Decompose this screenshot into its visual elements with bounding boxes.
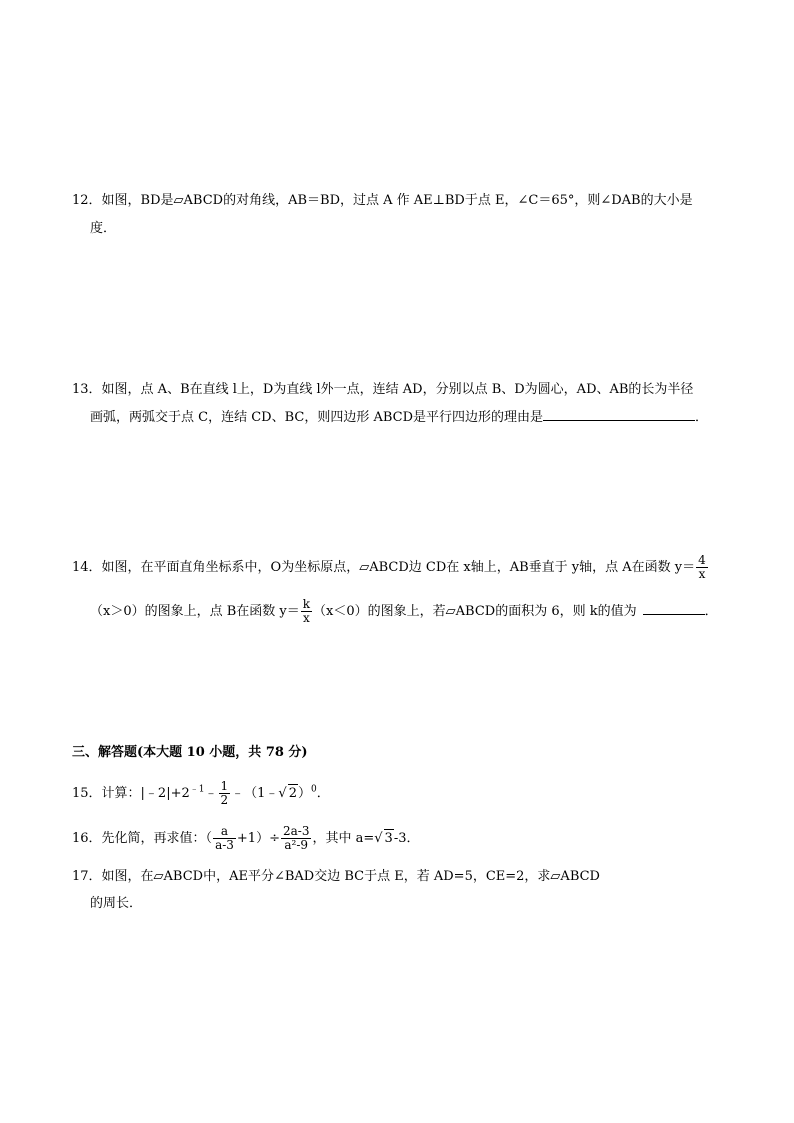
q14-label-o: O: [157, 705, 167, 719]
q14-label-c: C: [102, 705, 112, 719]
q16-post: ，其中 a=: [312, 831, 375, 846]
q15-post2: ）: [298, 786, 312, 801]
q16-f1-den: a-3: [215, 838, 234, 852]
q14-text-1: 如图，在平面直角坐标系中，O为坐标原点，▱ABCD边 CD在 x轴上，AB垂直于 y轴，点 A在函数 y＝: [101, 560, 696, 575]
q15-sqrt: 2: [288, 786, 297, 801]
q12-segment-ae: [100, 290, 168, 354]
q12-line2: 度．: [90, 221, 117, 236]
q14-y-arrow: [169, 636, 175, 645]
fig11-x-label: x: [158, 169, 165, 183]
q16-f2-num: 2a-3: [282, 824, 310, 838]
q14-number: 14．: [72, 560, 102, 575]
q12-parallelogram: [100, 260, 275, 354]
q12-label-b: B: [214, 359, 223, 373]
fig11-y-arrow: [104, 96, 110, 104]
fig11-axes: [92, 96, 168, 186]
q13-number: 13．: [72, 382, 102, 397]
q14-label-x: x: [308, 703, 315, 717]
q12-text-1: 如图，BD是▱ABCD的对角线，AB＝BD，过点 A 作 AE⊥BD于点 E，∠C＝65°，则∠DAB的大小是: [101, 193, 693, 208]
q14-frac2-den: x: [303, 611, 310, 625]
fig11-label-a: A: [93, 117, 102, 131]
q13-text-2: 画弧，两弧交于点 C，连结 CD、BC，则四边形 ABCD是平行四边形的理由是: [90, 410, 544, 425]
q14-frac2-num: k: [302, 597, 311, 611]
q13-line2: [90, 408, 708, 427]
q13-text-1: 如图，点 A、B在直线 l上，D为直线 l外一点，连结 AD，分别以点 B、D为圆心，AD、AB的长为半径: [101, 382, 694, 397]
q17-line2: 的周长．: [90, 896, 143, 911]
q17-text-1: 如图，在▱ABCD中，AE平分∠BAD交边 BC于点 E，若 AD=5，CE=2，求▱ABCD: [101, 869, 600, 884]
q16-f1-num: a: [213, 825, 236, 839]
q14-text-2b: （x＜0）的图象上，若▱ABCD的面积为 6，则 k的值为: [313, 604, 637, 619]
q14-text-2a: （x＞0）的图象上，点 B在函数 y＝: [90, 604, 300, 619]
q12-number: 12．: [72, 193, 102, 208]
q16-fraction-2: [281, 825, 311, 852]
q14-segment-ad: [278, 680, 281, 700]
q17-line1: [72, 868, 600, 886]
fig11-y-label: y: [95, 94, 102, 108]
q15-frac-num: 1: [220, 779, 229, 793]
q17-label-e: E: [187, 992, 196, 1006]
q14-frac1-num: 4: [698, 553, 706, 567]
q14-line2: [90, 598, 718, 625]
q14-label-b: B: [95, 668, 104, 682]
q16-pre: 先化简，再求值：（: [101, 831, 213, 846]
fig11-label-o: O: [108, 170, 118, 184]
q16-mid: +1）÷: [236, 831, 280, 846]
q15-pre: 计算：|﹣2|+2: [101, 786, 190, 801]
q13-label-b: B: [227, 522, 236, 536]
q16-f2-den: a²-9: [284, 838, 309, 852]
q13-label-c: C: [295, 444, 305, 458]
q17-segment-ae: [97, 934, 193, 989]
q14-answer-blank[interactable]: [643, 602, 705, 615]
q15-mid: ﹣: [204, 786, 218, 801]
q15-frac-den: 2: [220, 793, 229, 807]
q12-label-a: A: [90, 359, 99, 373]
q15-exp: ﹣1: [189, 784, 205, 795]
q13-label-a: A: [118, 522, 127, 536]
q12-line1: [72, 192, 693, 210]
q15-line: 15．计算：$|﹣2|+2^{﹣1}﹣$ $\frac{1}{2}$ ﹣（1﹣√ 2）$^0$．: [72, 779, 330, 807]
q12-right-angle-mark: [160, 297, 174, 304]
q13-label-d: D: [176, 437, 186, 451]
fig11-label-b: B: [151, 117, 160, 131]
q14-segment-ba: [104, 680, 298, 684]
q15-post1: ﹣（1﹣: [231, 786, 279, 801]
q16-number: 16．: [72, 831, 102, 846]
q15-number: 15．: [72, 786, 102, 801]
q16-line: 16．先化简，再求值：（ $\frac{a}{a-3}$ +1）÷ $\frac{2a-3}{\text{a²-9}}$ ，其中 a=√ 3-3．: [72, 824, 420, 852]
q14-fraction-2: [301, 598, 312, 625]
q12-diagonal-bd: [143, 260, 223, 354]
q13-segment-bc: [238, 452, 293, 517]
q17-parallelogram: [97, 934, 234, 989]
q17-label-b: B: [122, 992, 131, 1006]
q14-text-end: ．: [704, 604, 718, 619]
q13-answer-blank[interactable]: [543, 408, 695, 421]
q16-end: -3．: [393, 831, 420, 846]
q16-fraction-1: [213, 825, 236, 852]
q16-sqrt: 3: [384, 831, 393, 846]
q14-label-a: A: [272, 665, 281, 679]
q17-label-a: A: [91, 922, 100, 936]
q13-text-end: ．: [695, 410, 709, 425]
q12-label-c: C: [256, 247, 266, 261]
q14-label-d: D: [276, 705, 286, 719]
q14-label-y: y: [158, 633, 165, 647]
q15-exp0: 0: [311, 784, 317, 795]
q15-end: ．: [316, 786, 330, 801]
q15-fraction: [219, 780, 231, 807]
q13-line1: [72, 381, 693, 399]
q14-line1: [72, 554, 709, 581]
q13-segment-ad: [128, 452, 182, 517]
q17-label-c: C: [227, 992, 237, 1006]
q13-label-l: l: [281, 510, 285, 524]
q14-segment-bc: [102, 680, 104, 700]
q14-fraction-1: [696, 554, 708, 581]
q12-label-d: D: [136, 247, 146, 261]
q14-frac1-den: x: [698, 567, 706, 581]
section3-title: 三、解答题(本大题 10 小题，共 78 分): [72, 745, 308, 760]
q17-number: 17．: [72, 869, 102, 884]
q12-label-e: E: [174, 283, 183, 297]
q17-label-d: D: [197, 921, 207, 935]
